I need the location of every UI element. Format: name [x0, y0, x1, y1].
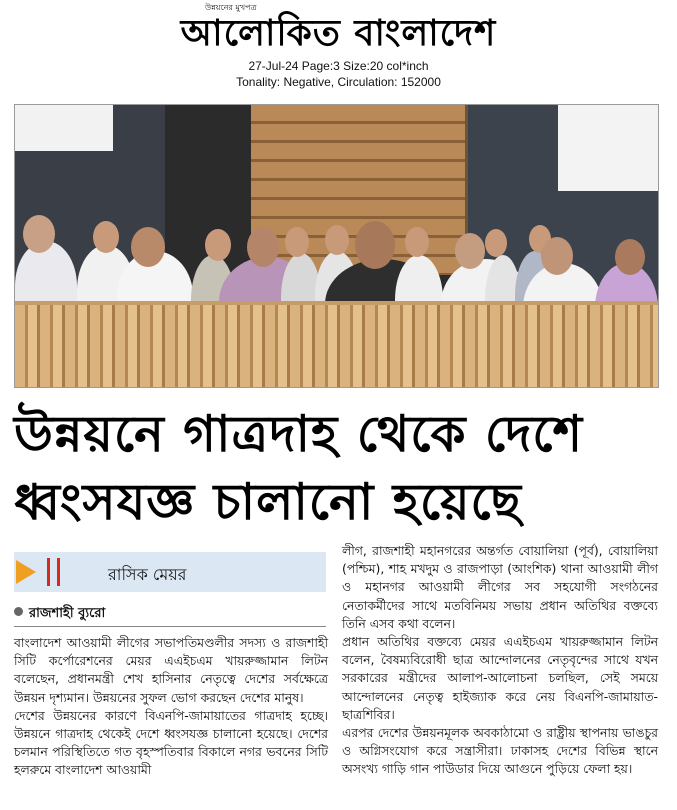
clipping-meta-tonality: Tonality: Negative, Circulation: 152000	[236, 75, 441, 89]
person-head	[285, 227, 309, 257]
person-head	[247, 227, 279, 267]
headline-line-1: উন্নয়নে গাত্রদাহ থেকে দেশে	[14, 405, 584, 463]
bullet-icon	[14, 607, 23, 616]
dateline	[14, 604, 105, 625]
person-head	[205, 229, 231, 261]
person-head	[541, 237, 573, 275]
article-paragraph: দেশের উন্নয়নের কারণে বিএনপি-জামায়াতের গাত্রদাহ হচ্ছে। উন্নয়নে গাত্রদাহ থেকেই দেশে ধ্বংসযজ্ঞ চালানো হয়েছে। দেশের চলমান পরিস্থিতিতে গত বৃহস্পতিবার বিকালে নগর ভবনের সিটি হলরুমে বাংলাদেশ আওয়ামী	[14, 707, 328, 778]
person-head	[405, 227, 429, 257]
dateline-text: রাজশাহী ব্যুরো	[29, 606, 106, 621]
byline-label: রাসিক মেয়র	[108, 565, 187, 584]
person-head	[485, 229, 507, 257]
photo-screen-right	[558, 105, 658, 191]
newspaper-logo: আলোকিত বাংলাদেশ	[180, 12, 497, 54]
divider-bar-icon	[47, 558, 50, 586]
byline-bar	[14, 552, 326, 592]
person-head	[23, 215, 55, 253]
headline-line-2: ধ্বংসযজ্ঞ চালানো হয়েছে	[14, 473, 522, 531]
person-head	[93, 221, 119, 253]
play-triangle-icon	[16, 560, 36, 584]
article-column-right	[342, 542, 658, 779]
article-paragraph: লীগ, রাজশাহী মহানগরের অন্তর্গত বোয়ালিয়া (পূর্ব), বোয়ালিয়া (পশ্চিম), শাহ মখদুম ও রাজপাড়া (আংশিক) থানা আওয়ামী লীগ ও মহানগর আওয়ামী লীগের সব সহযোগী সংগঠনের নেতাকর্মীদের সাথে মতবিনিময় সভায় প্রধান অতিথির বক্তব্যে তিনি এসব কথা বলেন।	[342, 543, 658, 631]
clipping-meta-size: 27-Jul-24 Page:3 Size:20 col*inch	[248, 59, 429, 73]
photo-screen-left	[15, 105, 113, 151]
article-paragraph: বাংলাদেশ আওয়ামী লীগের সভাপতিমণ্ডলীর সদস্য ও রাজশাহী সিটি কর্পোরেশনের মেয়র এএইচএম খায়রুজ্জামান লিটন বলেছেন, প্রধানমন্ত্রী শেখ হাসিনার নেতৃত্বে দেশের সর্বক্ষেত্রে উন্নয়ন দৃশ্যমান। উন্নয়নের সুফল ভোগ করছেন দেশের মানুষ।	[14, 635, 328, 705]
article-paragraph: এরপর দেশের উন্নয়নমূলক অবকাঠামো ও রাষ্ট্রীয় স্থাপনায় ভাঙচুর ও অগ্নিসংযোগ করে সন্ত্রাসীরা। ঢাকাসহ দেশের বিভিন্ন স্থানে অসংখ্য গাড়ি গান পাউডার দিয়ে আগুনে পুড়িয়ে ফেলা হয়।	[342, 725, 658, 777]
person-head	[455, 233, 485, 269]
divider-bar-icon	[57, 558, 60, 586]
news-photo	[14, 104, 659, 388]
person-head	[131, 227, 165, 267]
masthead-tagline: উন্নয়নের মুখপত্র	[205, 3, 257, 12]
article-column-left	[14, 634, 328, 780]
masthead	[0, 0, 677, 56]
dateline-rule	[14, 626, 326, 627]
person-head	[325, 225, 349, 255]
photo-table	[15, 305, 658, 387]
person-head	[615, 239, 645, 275]
person-head	[355, 221, 395, 269]
article-paragraph: প্রধান অতিথির বক্তব্যে মেয়র এএইচএম খায়রুজ্জামান লিটন বলেন, বৈষম্যবিরোধী ছাত্র আন্দোলনের নেতৃবৃন্দের সাথে যখন সরকারের মন্ত্রীদের আলাপ-আলোচনা চলছিল, সেই সময়ে আন্দোলনের নেতৃত্ব হাইজ্যাক করে নেয় বিএনপি-জামায়াত-ছাত্রশিবির।	[342, 634, 658, 722]
